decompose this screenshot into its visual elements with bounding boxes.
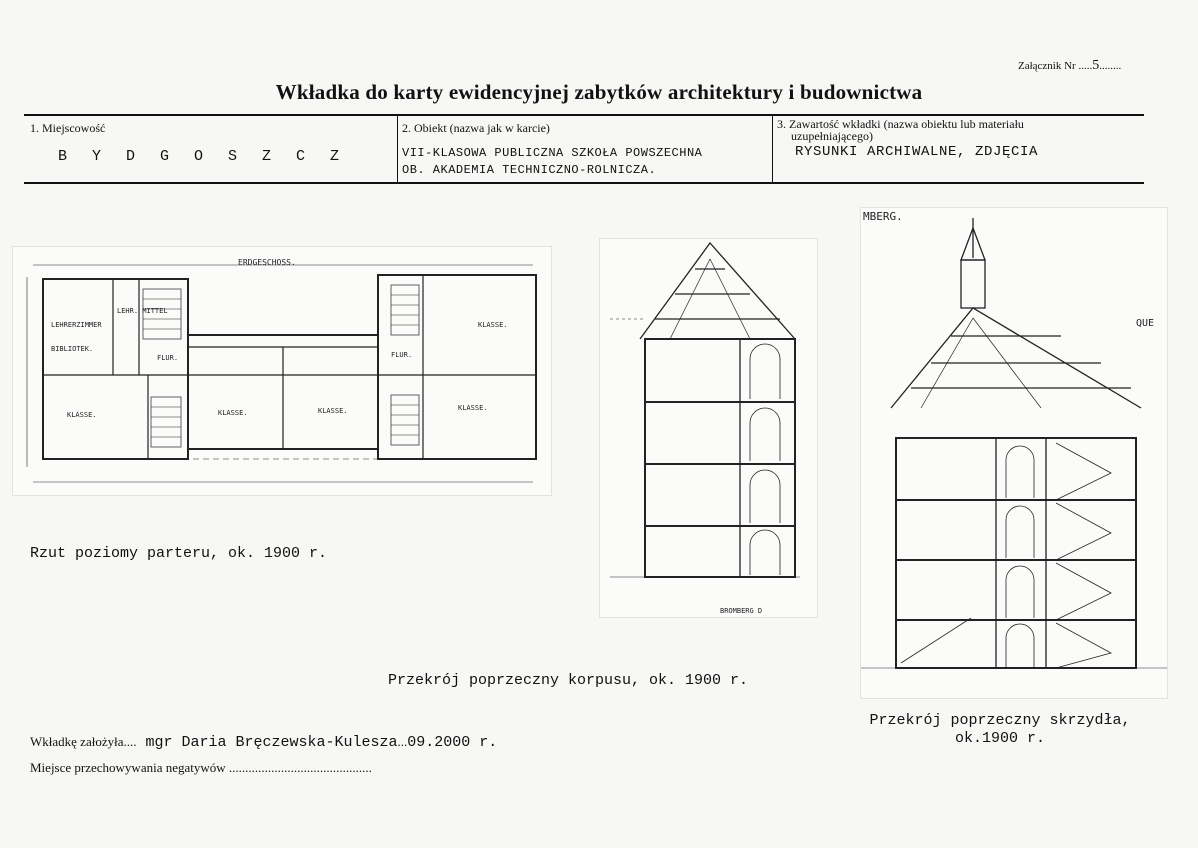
contents-label [777, 118, 1024, 142]
table-divider-1 [397, 116, 398, 182]
annex-value: 5 [1092, 58, 1100, 73]
plan-room-label: KLASSE. [67, 411, 97, 419]
prepared-by-label: Wkładkę założyła.... [30, 734, 137, 749]
contents-value: RYSUNKI ARCHIWALNE, ZDJĘCIA [795, 144, 1039, 160]
object-label: 2. Obiekt (nazwa jak w karcie) [402, 121, 550, 135]
plan-room-label: KLASSE. [458, 404, 488, 412]
prepared-by-date: 09.2000 r. [407, 734, 498, 751]
section-wing-drawing [860, 207, 1168, 699]
caption-section-wing-line1: Przekrój poprzeczny skrzydła, [869, 712, 1131, 729]
locality-value: B Y D G O S Z C Z [58, 148, 348, 165]
prepared-by-dots: ... [397, 734, 408, 749]
plan-room-label: FLUR. [157, 354, 179, 362]
plan-room-label: LEHRERZIMMER [51, 321, 102, 329]
contents-label-line1: 3. Zawartość wkładki (nazwa obiektu lub materiału [777, 117, 1024, 131]
section-wing-svg [861, 208, 1167, 698]
section-main-stamp: BROMBERG D [720, 607, 763, 615]
section-main-drawing [599, 238, 818, 618]
object-value-line1: VII-KLASOWA PUBLICZNA SZKOŁA POWSZECHNA [402, 146, 703, 160]
negatives-dots: ............................................ [228, 760, 372, 775]
plan-room-label: KLASSE. [478, 321, 508, 329]
section-wing-stamp-left: MBERG. [863, 210, 903, 223]
prepared-by-name: mgr Daria Bręczewska-Kulesza [136, 734, 398, 751]
object-value-line2: OB. AKADEMIA TECHNICZNO-ROLNICZA. [402, 163, 657, 177]
table-top-border [24, 114, 1144, 116]
page-title: Wkładka do karty ewidencyjnej zabytków architektury i budownictwa [275, 80, 923, 104]
plan-room-label: BIBLIOTEK. [51, 345, 94, 353]
plan-heading: ERDGESCHOSS. [238, 258, 296, 267]
caption-section-main: Przekrój poprzeczny korpusu, ok. 1900 r. [388, 672, 749, 689]
locality-label: 1. Miejscowość [30, 121, 106, 135]
annex-dots-after: ........ [1099, 60, 1122, 72]
annex-label: Załącznik Nr [1018, 60, 1079, 72]
plan-room-label: FLUR. [391, 351, 413, 359]
floor-plan-drawing [12, 246, 552, 496]
negatives-label: Miejsce przechowywania negatywów [30, 760, 226, 775]
section-wing-stamp-right: QUE [1136, 318, 1155, 329]
caption-section-wing [850, 712, 1150, 748]
plan-room-label: KLASSE. [318, 407, 348, 415]
table-bottom-border [24, 182, 1144, 184]
annex-dots: ..... [1078, 60, 1093, 72]
plan-room-label: KLASSE. [218, 409, 248, 417]
table-divider-2 [772, 116, 773, 182]
section-main-svg [600, 239, 817, 617]
plan-room-label: LEHR. MITTEL [117, 307, 168, 315]
prepared-by-line [30, 734, 497, 751]
contents-label-line2: uzupełniającego) [791, 129, 873, 143]
caption-floor-plan: Rzut poziomy parteru, ok. 1900 r. [30, 545, 328, 562]
floor-plan-svg [13, 247, 551, 495]
caption-section-wing-line2: ok.1900 r. [954, 730, 1045, 747]
negatives-line [30, 760, 372, 776]
annex-number [1018, 58, 1121, 74]
